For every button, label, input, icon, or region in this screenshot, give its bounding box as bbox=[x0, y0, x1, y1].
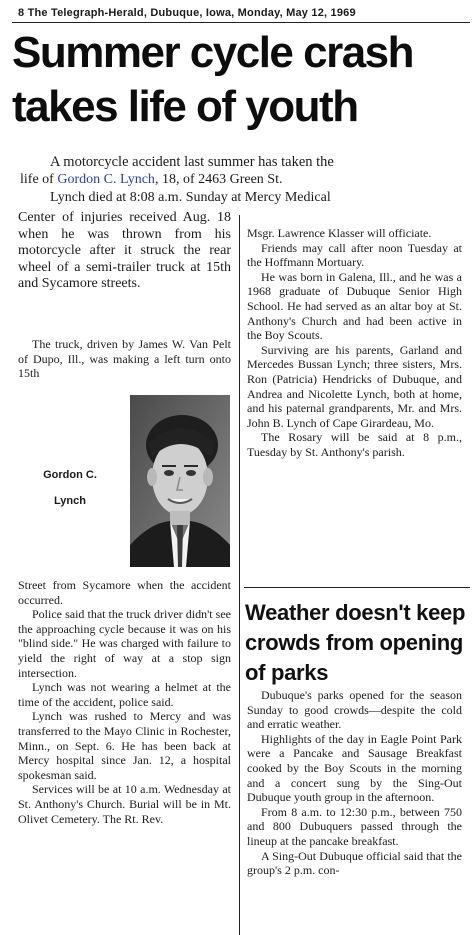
paragraph: Msgr. Lawrence Klasser will officiate. bbox=[247, 226, 432, 240]
portrait-photo bbox=[130, 395, 230, 567]
paragraph: Street from Sycamore when the accident occurred. bbox=[18, 578, 231, 607]
paragraph: The Rosary will be said at 8 p.m., Tuesday by St. Anthony's parish. bbox=[247, 430, 462, 459]
headline-line-2: takes life of youth bbox=[12, 82, 358, 131]
photo-caption-line-2: Lynch bbox=[54, 495, 86, 507]
paragraph: He was born in Galena, Ill., and he was a 1968 graduate of Dubuque Senior High School. He had served as an altar boy at St. Anthony's Church and had been active in the Boy Scouts. bbox=[247, 269, 462, 343]
dateline-rule bbox=[12, 22, 470, 23]
photo-caption bbox=[20, 462, 120, 514]
section-rule bbox=[244, 587, 470, 588]
left-column-intro: Center of injuries received Aug. 18 when he was thrown from his motorcycle after it struck the rear wheel of a semi-trailer truck at 15th and Sycamore streets. bbox=[18, 210, 231, 292]
left-column-body bbox=[18, 578, 231, 826]
portrait-image bbox=[130, 395, 230, 567]
weather-headline: Weather doesn't keep crowds from opening of parks bbox=[245, 600, 466, 685]
dateline: 8 The Telegraph-Herald, Dubuque, Iowa, Monday, May 12, 1969 bbox=[18, 7, 356, 19]
headline-line-1: Summer cycle crash bbox=[12, 28, 414, 77]
paragraph: Friends may call after noon Tuesday at the Hoffmann Mortuary. bbox=[247, 240, 462, 270]
lede-line-2: life of Gordon C. Lynch, 18, of 2463 Green St. bbox=[20, 172, 283, 187]
person-name-highlight: Gordon C. Lynch bbox=[57, 172, 155, 187]
paragraph: Police said that the truck driver didn't see the approaching cycle because it was on his "blind side." He was charged with failure to yield the right of way at a stop sign intersection. bbox=[18, 607, 231, 680]
paragraph: A Sing-Out Dubuque official said that the group's 2 p.m. con- bbox=[247, 848, 462, 878]
right-column-body bbox=[247, 226, 462, 460]
lede-line-3: Lynch died at 8:08 a.m. Sunday at Mercy Medical bbox=[50, 190, 331, 205]
paragraph: Services will be at 10 a.m. Wednesday at St. Anthony's Church. Burial will be in Mt. Olivet Cemetery. The Rt. Rev. bbox=[18, 782, 231, 826]
left-column-truck: The truck, driven by James W. Van Pelt of Dupo, Ill., was making a left turn onto 15th bbox=[18, 337, 231, 381]
paragraph: Dubuque's parks opened for the season Sunday to good crowds—despite the cold and erratic weather. bbox=[247, 688, 462, 732]
paragraph: Lynch was not wearing a helmet at the time of the accident, police said. bbox=[18, 680, 231, 709]
weather-body bbox=[247, 688, 462, 878]
lede-line-1: A motorcycle accident last summer has taken the bbox=[50, 154, 334, 170]
headline bbox=[12, 26, 472, 134]
paragraph: Highlights of the day in Eagle Point Park were a Pancake and Sausage Breakfast cooked by the Boy Scouts in the morning and a concert sung by the Sing-Out Dubuque youth group in the afternoon. bbox=[247, 731, 462, 805]
paragraph: Surviving are his parents, Garland and Mercedes Bussan Lynch; three sisters, Mrs. Ron (Patricia) Hendricks of Dubuque, and Andrea and Nicolette Lynch, both at home, and his paternal grandparents, Mr. and Mrs. John B. Lynch of Cape Girardeau, Mo. bbox=[247, 342, 462, 430]
paragraph: From 8 a.m. to 12:30 p.m., between 750 and 800 Dubuquers passed through the lineup at the pancake breakfast. bbox=[247, 804, 462, 848]
column-divider bbox=[239, 215, 240, 935]
paragraph: Lynch was rushed to Mercy and was transferred to the Mayo Clinic in Rochester, Minn., on Sept. 6. He has been back at Mercy hospital since Jan. 12, a hospital spokesman said. bbox=[18, 709, 231, 782]
photo-caption-line-1: Gordon C. bbox=[43, 469, 97, 481]
